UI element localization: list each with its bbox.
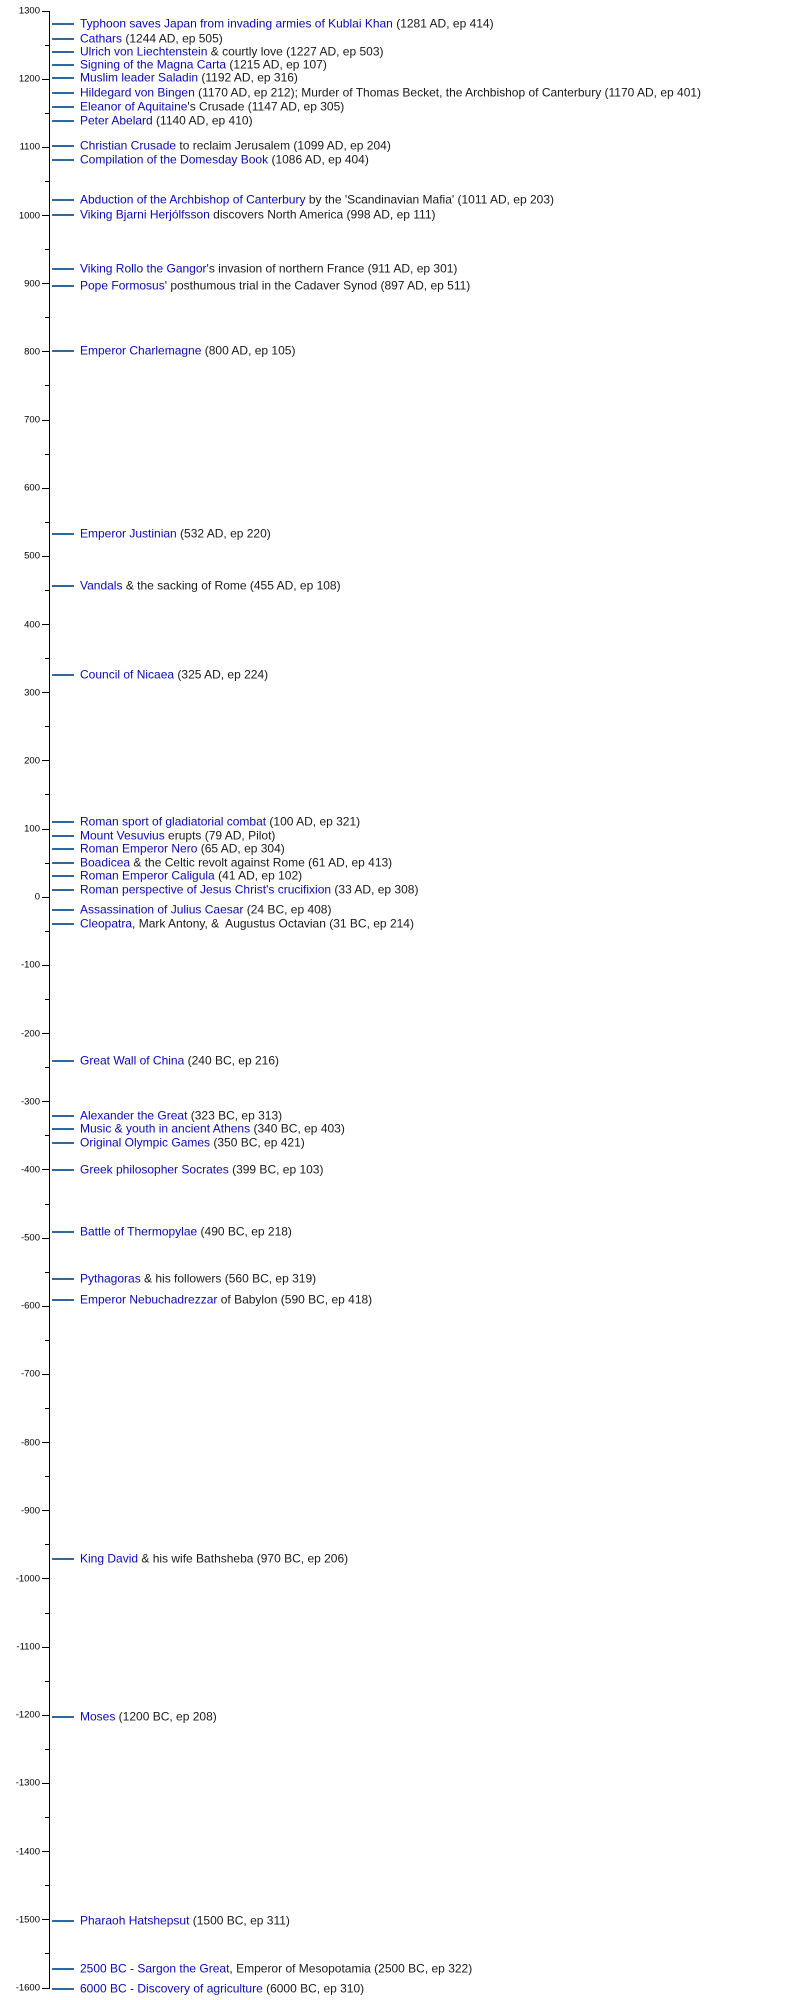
event-link[interactable]: Typhoon saves Japan from invading armies of Kublai Khan: [80, 16, 393, 31]
y-axis-major-tick: [42, 1374, 49, 1375]
event-leader-line: [52, 909, 74, 911]
event-link[interactable]: Emperor Justinian: [80, 526, 177, 541]
y-axis-minor-tick: [45, 1340, 49, 1341]
event-label: [80, 1710, 217, 1723]
event-label: [80, 100, 344, 113]
event-leader-line: [52, 1558, 74, 1560]
event-label: [80, 17, 494, 30]
event-detail: (1200 BC, ep 208): [115, 1709, 217, 1724]
y-axis-minor-tick: [45, 1272, 49, 1273]
event-link[interactable]: Alexander the Great: [80, 1108, 188, 1123]
event-link[interactable]: 6000 BC - Discovery of agriculture: [80, 1981, 263, 1996]
event-label: [80, 1054, 279, 1067]
event-detail: (24 BC, ep 408): [243, 902, 332, 917]
event-label: [80, 1136, 305, 1149]
y-axis-tick-label: -300: [20, 1096, 40, 1107]
event-label: [80, 262, 457, 275]
y-axis-tick-label: 800: [24, 346, 40, 358]
event-detail: (800 AD, ep 105): [201, 343, 296, 358]
y-axis-tick-label: 300: [24, 686, 40, 698]
event-leader-line: [52, 821, 74, 823]
event-detail: (1244 AD, ep 505): [122, 31, 223, 46]
y-axis-major-tick: [42, 420, 49, 421]
event-link[interactable]: Mount Vesuvius: [80, 828, 165, 843]
event-detail: ' posthumous trial in the Cadaver Synod (897 AD, ep 511): [164, 278, 471, 293]
y-axis-major-tick: [42, 1578, 49, 1579]
y-axis-minor-tick: [45, 658, 49, 659]
y-axis-major-tick: [42, 1442, 49, 1443]
event-leader-line: [52, 1299, 74, 1301]
event-leader-line: [52, 1920, 74, 1922]
y-axis-minor-tick: [45, 1476, 49, 1477]
y-axis-tick-label: -1200: [15, 1709, 40, 1721]
y-axis-minor-tick: [45, 522, 49, 523]
y-axis-major-tick: [42, 1988, 49, 1989]
event-leader-line: [52, 1988, 74, 1990]
y-axis-major-tick: [42, 624, 49, 625]
y-axis-major-tick: [42, 1238, 49, 1239]
event-detail: (41 AD, ep 102): [214, 868, 303, 883]
event-detail: (1086 AD, ep 404): [268, 152, 369, 167]
event-leader-line: [52, 1060, 74, 1062]
event-label: [80, 1962, 472, 1975]
event-leader-line: [52, 1128, 74, 1130]
event-link[interactable]: Abduction of the Archbishop of Canterbury: [80, 192, 306, 207]
y-axis-minor-tick: [45, 454, 49, 455]
y-axis-major-tick: [42, 1510, 49, 1511]
event-leader-line: [52, 1968, 74, 1970]
event-detail: & his followers (560 BC, ep 319): [140, 1271, 317, 1286]
event-detail: (350 BC, ep 421): [210, 1135, 305, 1150]
event-link[interactable]: Moses: [80, 1709, 116, 1724]
y-axis-tick-label: 400: [24, 618, 40, 630]
y-axis-tick-label: -1100: [16, 1641, 40, 1653]
y-axis-minor-tick: [45, 794, 49, 795]
y-axis-major-tick: [42, 1783, 49, 1784]
y-axis-minor-tick: [45, 1135, 49, 1136]
event-label: [80, 139, 391, 152]
event-detail: (240 BC, ep 216): [184, 1053, 279, 1068]
y-axis-major-tick: [42, 283, 49, 284]
event-leader-line: [52, 120, 74, 122]
event-label: [80, 1163, 323, 1176]
event-link[interactable]: Emperor Nebuchadrezzar: [80, 1292, 218, 1307]
event-detail: (340 BC, ep 403): [250, 1121, 345, 1136]
event-detail: (6000 BC, ep 310): [262, 1981, 365, 1996]
event-link[interactable]: Great Wall of China: [80, 1053, 185, 1068]
event-link[interactable]: Peter Abelard: [80, 113, 153, 128]
y-axis-tick-label: -1000: [15, 1573, 40, 1585]
y-axis-minor-tick: [45, 113, 49, 114]
y-axis-tick-label: 500: [24, 550, 40, 562]
event-leader-line: [52, 835, 74, 837]
event-detail: (399 BC, ep 103): [228, 1162, 324, 1177]
event-leader-line: [52, 862, 74, 864]
y-axis-major-tick: [42, 79, 49, 80]
y-axis-minor-tick: [45, 1067, 49, 1068]
event-label: [80, 1272, 316, 1285]
event-link[interactable]: Greek philosopher Socrates: [80, 1162, 229, 1177]
event-label: [80, 842, 285, 855]
event-leader-line: [52, 1716, 74, 1718]
event-link[interactable]: Cleopatra: [80, 916, 133, 931]
event-detail: (1140 AD, ep 410): [152, 113, 253, 128]
y-axis-tick-label: -1300: [15, 1777, 40, 1789]
event-leader-line: [52, 92, 74, 94]
event-detail: to reclaim Jerusalem (1099 AD, ep 204): [176, 138, 391, 153]
y-axis-minor-tick: [45, 590, 49, 591]
event-link[interactable]: Roman Emperor Nero: [80, 841, 198, 856]
y-axis-major-tick: [42, 1306, 49, 1307]
event-link[interactable]: Roman perspective of Jesus Christ's crucifixion: [80, 882, 332, 897]
event-detail: & his wife Bathsheba (970 BC, ep 206): [138, 1551, 349, 1566]
y-axis-major-tick: [42, 1101, 49, 1102]
y-axis-tick-label: -900: [20, 1505, 40, 1517]
y-axis-minor-tick: [45, 317, 49, 318]
y-axis-minor-tick: [45, 1953, 49, 1954]
event-detail: (532 AD, ep 220): [176, 526, 271, 541]
event-link[interactable]: Boadicea: [80, 855, 131, 870]
event-leader-line: [52, 285, 74, 287]
event-link[interactable]: Vandals: [80, 578, 123, 593]
event-leader-line: [52, 889, 74, 891]
y-axis-minor-tick: [45, 863, 49, 864]
y-axis-minor-tick: [45, 726, 49, 727]
event-link[interactable]: Roman Emperor Caligula: [80, 868, 215, 883]
y-axis-tick-label: -700: [20, 1368, 40, 1380]
event-detail: 's invasion of northern France (911 AD, ep 301): [206, 261, 458, 276]
y-axis-tick-label: -1400: [15, 1845, 40, 1857]
y-axis-tick-label: 1300: [18, 5, 40, 17]
event-detail: (1215 AD, ep 107): [226, 57, 327, 72]
y-axis-tick-label: 200: [24, 755, 40, 767]
event-leader-line: [52, 38, 74, 40]
y-axis-major-tick: [42, 147, 49, 148]
event-label: [80, 1122, 345, 1135]
y-axis-tick-label: -500: [20, 1232, 40, 1244]
y-axis-tick-label: -800: [20, 1436, 40, 1448]
y-axis-minor-tick: [45, 249, 49, 250]
y-axis-major-tick: [42, 1169, 49, 1170]
event-detail: by the 'Scandinavian Mafia' (1011 AD, ep 203): [305, 192, 554, 207]
event-label: [80, 1293, 372, 1306]
event-label: [80, 668, 268, 681]
event-link[interactable]: King David: [80, 1551, 139, 1566]
y-axis-tick-label: 700: [24, 414, 40, 426]
event-leader-line: [52, 51, 74, 53]
event-label: [80, 344, 295, 357]
event-label: [80, 883, 418, 896]
event-link[interactable]: Ulrich von Liechtenstein: [80, 44, 208, 59]
event-link[interactable]: Compilation of the Domesday Book: [80, 152, 269, 167]
event-link[interactable]: Eleanor of Aquitaine: [80, 99, 188, 114]
event-label: [80, 1552, 348, 1565]
y-axis-tick-label: 1000: [18, 209, 40, 221]
y-axis-major-tick: [42, 351, 49, 352]
event-link[interactable]: Council of Nicaea: [80, 667, 175, 682]
y-axis-minor-tick: [45, 931, 49, 932]
y-axis-major-tick: [42, 829, 49, 830]
event-label: [80, 903, 331, 916]
event-link[interactable]: Viking Bjarni Herjólfsson: [80, 207, 210, 222]
event-link[interactable]: Roman sport of gladiatorial combat: [80, 814, 267, 829]
event-leader-line: [52, 1115, 74, 1117]
event-leader-line: [52, 1278, 74, 1280]
y-axis-tick-label: 1100: [19, 141, 40, 153]
event-link[interactable]: Assassination of Julius Caesar: [80, 902, 244, 917]
event-leader-line: [52, 350, 74, 352]
y-axis-minor-tick: [45, 1749, 49, 1750]
event-detail: (325 AD, ep 224): [174, 667, 269, 682]
event-link[interactable]: Original Olympic Games: [80, 1135, 211, 1150]
event-label: [80, 193, 554, 206]
event-link[interactable]: Hildegard von Bingen: [80, 85, 195, 100]
event-leader-line: [52, 1169, 74, 1171]
y-axis-tick-label: -600: [20, 1300, 40, 1312]
event-detail: (1281 AD, ep 414): [392, 16, 494, 31]
y-axis-minor-tick: [45, 45, 49, 46]
event-detail: 's Crusade (1147 AD, ep 305): [187, 99, 345, 114]
y-axis-minor-tick: [45, 1613, 49, 1614]
y-axis-major-tick: [42, 965, 49, 966]
event-detail: (33 AD, ep 308): [331, 882, 419, 897]
y-axis-minor-tick: [45, 1204, 49, 1205]
event-detail: (1192 AD, ep 316): [198, 70, 298, 85]
event-detail: (1170 AD, ep 212); Murder of Thomas Becket, the Archbishop of Canterbury (1170 AD, ep 401): [194, 85, 702, 100]
event-label: [80, 114, 253, 127]
event-link[interactable]: Music & youth in ancient Athens: [80, 1121, 251, 1136]
y-axis-major-tick: [42, 215, 49, 216]
event-link[interactable]: Emperor Charlemagne: [80, 343, 202, 358]
y-axis-major-tick: [42, 1033, 49, 1034]
y-axis-tick-label: -100: [20, 959, 40, 971]
event-label: [80, 869, 302, 882]
event-label: [80, 1225, 292, 1238]
y-axis-minor-tick: [45, 1681, 49, 1682]
event-detail: discovers North America (998 AD, ep 111): [209, 207, 436, 222]
event-detail: (1500 BC, ep 311): [189, 1913, 290, 1928]
y-axis-major-tick: [42, 1647, 49, 1648]
event-leader-line: [52, 106, 74, 108]
event-detail: (65 AD, ep 304): [197, 841, 285, 856]
event-label: [80, 1914, 290, 1927]
event-leader-line: [52, 214, 74, 216]
y-axis-minor-tick: [45, 999, 49, 1000]
event-label: [80, 71, 298, 84]
y-axis-minor-tick: [45, 181, 49, 182]
y-axis-major-tick: [42, 1851, 49, 1852]
event-label: [80, 527, 271, 540]
event-link[interactable]: Christian Crusade: [80, 138, 177, 153]
y-axis-tick-label: -1600: [15, 1982, 40, 1994]
event-leader-line: [52, 77, 74, 79]
event-leader-line: [52, 1142, 74, 1144]
y-axis-major-tick: [42, 11, 49, 12]
y-axis-tick-label: 100: [24, 823, 40, 835]
event-link[interactable]: 2500 BC - Sargon the Great: [80, 1961, 230, 1976]
event-label: [80, 917, 414, 930]
event-leader-line: [52, 875, 74, 877]
event-leader-line: [52, 145, 74, 147]
y-axis-major-tick: [42, 488, 49, 489]
y-axis-tick-label: 1200: [18, 73, 40, 85]
event-detail: (100 AD, ep 321): [266, 814, 361, 829]
y-axis-major-tick: [42, 1715, 49, 1716]
event-leader-line: [52, 585, 74, 587]
y-axis-major-tick: [42, 1919, 49, 1920]
event-detail: , Emperor of Mesopotamia (2500 BC, ep 322): [229, 1961, 473, 1976]
event-leader-line: [52, 1231, 74, 1233]
y-axis-major-tick: [42, 760, 49, 761]
y-axis-tick-label: -400: [20, 1164, 40, 1176]
event-leader-line: [52, 199, 74, 201]
event-link[interactable]: Pope Formosus: [80, 278, 165, 293]
y-axis-major-tick: [42, 556, 49, 557]
y-axis-tick-label: 900: [24, 277, 40, 289]
event-link[interactable]: Signing of the Magna Carta: [80, 57, 227, 72]
event-detail: (323 BC, ep 313): [187, 1108, 283, 1123]
event-leader-line: [52, 268, 74, 270]
y-axis-major-tick: [42, 897, 49, 898]
event-label: [80, 86, 701, 99]
event-link[interactable]: Viking Rollo the Gangor: [80, 261, 207, 276]
event-link[interactable]: Cathars: [80, 31, 123, 46]
y-axis-minor-tick: [45, 1885, 49, 1886]
y-axis-minor-tick: [45, 1408, 49, 1409]
y-axis-minor-tick: [45, 1544, 49, 1545]
event-leader-line: [52, 674, 74, 676]
y-axis-major-tick: [42, 692, 49, 693]
event-leader-line: [52, 848, 74, 850]
y-axis-tick-label: -200: [20, 1027, 40, 1039]
event-label: [80, 579, 341, 592]
event-link[interactable]: Muslim leader Saladin: [80, 70, 199, 85]
event-detail: & courtly love (1227 AD, ep 503): [207, 44, 384, 59]
y-axis-tick-label: 600: [24, 482, 40, 494]
event-label: [80, 208, 436, 221]
event-label: [80, 279, 470, 292]
event-leader-line: [52, 923, 74, 925]
event-detail: , Mark Antony, & Augustus Octavian (31 BC, ep 214): [132, 916, 414, 931]
event-leader-line: [52, 159, 74, 161]
event-leader-line: [52, 533, 74, 535]
event-leader-line: [52, 23, 74, 25]
y-axis-tick-label: 0: [34, 891, 40, 903]
event-detail: of Babylon (590 BC, ep 418): [217, 1292, 373, 1307]
event-detail: & the sacking of Rome (455 AD, ep 108): [122, 578, 341, 593]
event-link[interactable]: Pythagoras: [80, 1271, 141, 1286]
y-axis-tick-label: -1500: [15, 1914, 40, 1926]
event-label: [80, 153, 369, 166]
event-leader-line: [52, 64, 74, 66]
y-axis-minor-tick: [45, 1817, 49, 1818]
event-link[interactable]: Pharaoh Hatshepsut: [80, 1913, 190, 1928]
event-detail: (490 BC, ep 218): [197, 1224, 292, 1239]
y-axis-minor-tick: [45, 385, 49, 386]
y-axis-line: [49, 11, 50, 1989]
event-label: [80, 815, 360, 828]
event-label: [80, 1982, 364, 1995]
event-detail: & the Celtic revolt against Rome (61 AD, ep 413): [130, 855, 393, 870]
event-link[interactable]: Battle of Thermopylae: [80, 1224, 198, 1239]
event-detail: erupts (79 AD, Pilot): [164, 828, 276, 843]
